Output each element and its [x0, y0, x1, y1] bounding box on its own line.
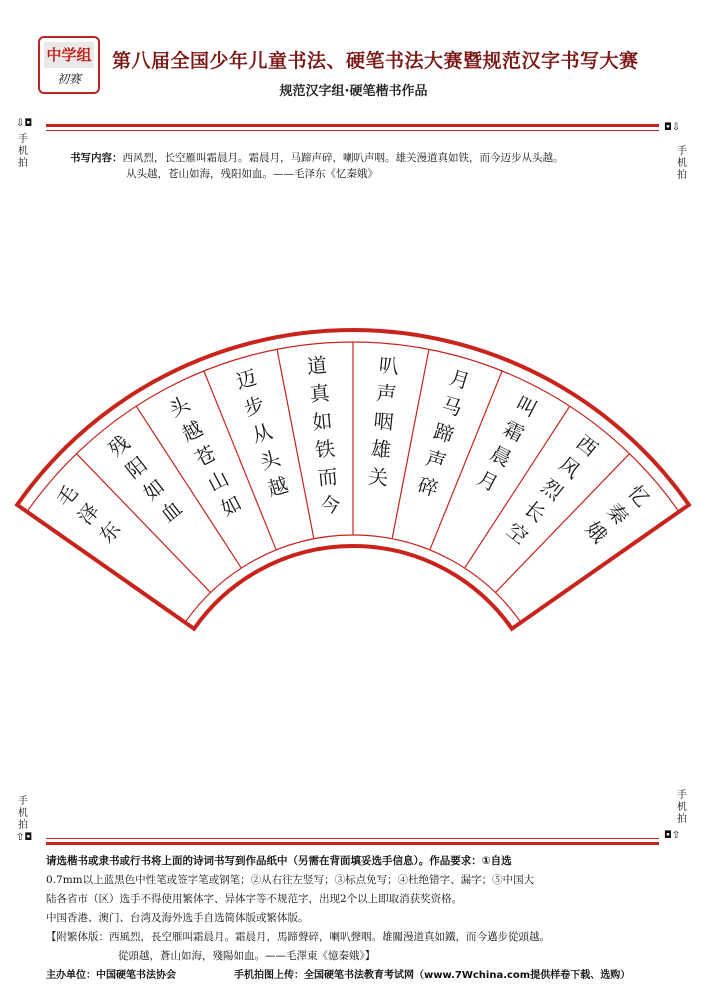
fan-character: 头: [257, 445, 284, 475]
phone-photo-label: 手机拍: [18, 134, 28, 169]
fan-character: 迈: [233, 365, 260, 394]
fan-character: 残: [103, 430, 135, 462]
rules-line-3: 陆各省市（区）选手不得使用繁体字、异体字等不规范字，出现2个以上即取消获奖资格。: [46, 893, 463, 905]
rules-line-6: 從頭越，蒼山如海，殘陽如血。——毛澤東《憶秦娥》】: [118, 950, 376, 962]
fan-character: 空: [502, 517, 533, 550]
fan-character: 长: [519, 495, 551, 528]
writing-requirements: [46, 852, 656, 966]
top-rule-thin: [46, 130, 659, 131]
fan-character: 从: [249, 418, 276, 448]
camera-icon: ◘⇩: [664, 122, 681, 133]
fan-column: [306, 353, 342, 518]
phone-photo-label: 手机拍: [18, 796, 28, 831]
camera-icon: ⇧◘: [16, 832, 33, 843]
fan-column: [233, 365, 291, 501]
fan-character: 碎: [414, 472, 441, 502]
page-subtitle: 规范汉字组·硬笔楷书作品: [279, 84, 428, 99]
fan-character: 雄: [369, 436, 393, 463]
upload-text: 手机拍图上传：全国硬笔书法教育考试网（www.7Wchina.com提供样卷下载、选购）: [234, 970, 631, 981]
fan-writing-sheet: [0, 300, 707, 640]
fan-character: 步: [241, 391, 268, 421]
camera-icon: ⇩◘: [16, 118, 33, 129]
fan-character: 月: [446, 365, 473, 394]
rules-line-2: 0.7mm以上蓝黑色中性笔或签字笔或钢笔；②从右往左竖写；③标点免写；④杜绝错字、漏字；⑤中国大: [46, 874, 535, 886]
bottom-rule-thick: [46, 842, 659, 845]
fan-character: 关: [367, 464, 390, 491]
fan-character: 咽: [372, 408, 395, 435]
fan-column: [415, 365, 473, 501]
fan-character: 毛: [51, 480, 83, 512]
writing-line-2: 从头越，苍山如海，残阳如血。——毛泽东《忆秦娥》: [126, 168, 378, 180]
fan-character: 泽: [72, 498, 104, 530]
phone-photo-label: 手机拍: [677, 146, 687, 181]
rules-line-5: 【附繁体版：西風烈，長空雁叫霜晨月。霜晨月，馬蹄聲碎，喇叭聲咽。雄關漫道真如鐵，而今邁步從頭越。: [46, 931, 550, 943]
fan-character: 东: [94, 516, 126, 548]
rules-line-4: 中国香港、澳门、台湾及海外选手自选简体版或繁体版。: [46, 912, 309, 924]
fan-character: 阳: [121, 452, 152, 484]
page-title: 第八届全国少年儿童书法、硬笔书法大赛暨规范汉字书写大赛: [112, 50, 639, 72]
rules-line-1: 请选楷书或隶书或行书将上面的诗词书写到作品纸中（另需在背面填妥选手信息）。作品要求：①自选: [46, 855, 512, 867]
stage-label: 初赛: [56, 72, 81, 86]
fan-character: 风: [554, 452, 585, 484]
camera-icon: ◘⇧: [664, 830, 681, 841]
fan-character: 西: [571, 430, 603, 462]
fan-character: 血: [155, 495, 187, 528]
fan-character: 晨: [486, 440, 516, 472]
fan-column: [104, 430, 187, 527]
fan-column: [367, 353, 400, 490]
fan-character: 铁: [313, 436, 337, 463]
fan-character: 烈: [536, 473, 568, 506]
fan-character: 苍: [190, 440, 220, 472]
fan-character: 山: [203, 465, 233, 497]
writing-label: 书写内容：: [70, 152, 123, 164]
bottom-rule-thin: [46, 838, 659, 839]
phone-photo-label: 手机拍: [677, 790, 687, 825]
fan-character: 如: [216, 490, 246, 522]
fan-character: 今: [319, 492, 342, 518]
fan-column: [165, 391, 246, 521]
fan-character: 如: [311, 408, 334, 435]
fan-character: 越: [265, 472, 292, 502]
writing-content: [70, 150, 670, 182]
fan-character: 叫: [512, 391, 542, 422]
writing-line-1: 西风烈，长空雁叫霜晨月。霜晨月，马蹄声碎，喇叭声咽。雄关漫道真如铁，而今迈步从头越。: [122, 152, 564, 164]
fan-character: 蹄: [430, 418, 457, 448]
fan-character: 道: [305, 352, 329, 379]
organizer-text: 主办单位：中国硬笔书法协会: [46, 970, 176, 981]
fan-character: 如: [138, 473, 170, 506]
fan-character: 声: [422, 445, 449, 475]
fan-character: 越: [177, 416, 207, 447]
fan-column: [473, 391, 541, 496]
group-label: 中学组: [44, 42, 94, 68]
fan-character: 叭: [377, 352, 401, 379]
fan-character: 马: [438, 391, 465, 421]
fan-character: 娥: [580, 516, 612, 548]
fan-character: 而: [316, 464, 339, 491]
fan-character: 真: [308, 380, 331, 407]
fan-character: 头: [164, 391, 194, 422]
fan-character: 忆: [623, 480, 655, 512]
fan-character: 霜: [499, 416, 529, 447]
top-rule-thick: [46, 124, 659, 127]
fan-character: 声: [375, 380, 398, 407]
fan-character: 秦: [602, 498, 634, 530]
fan-character: 月: [473, 465, 503, 497]
